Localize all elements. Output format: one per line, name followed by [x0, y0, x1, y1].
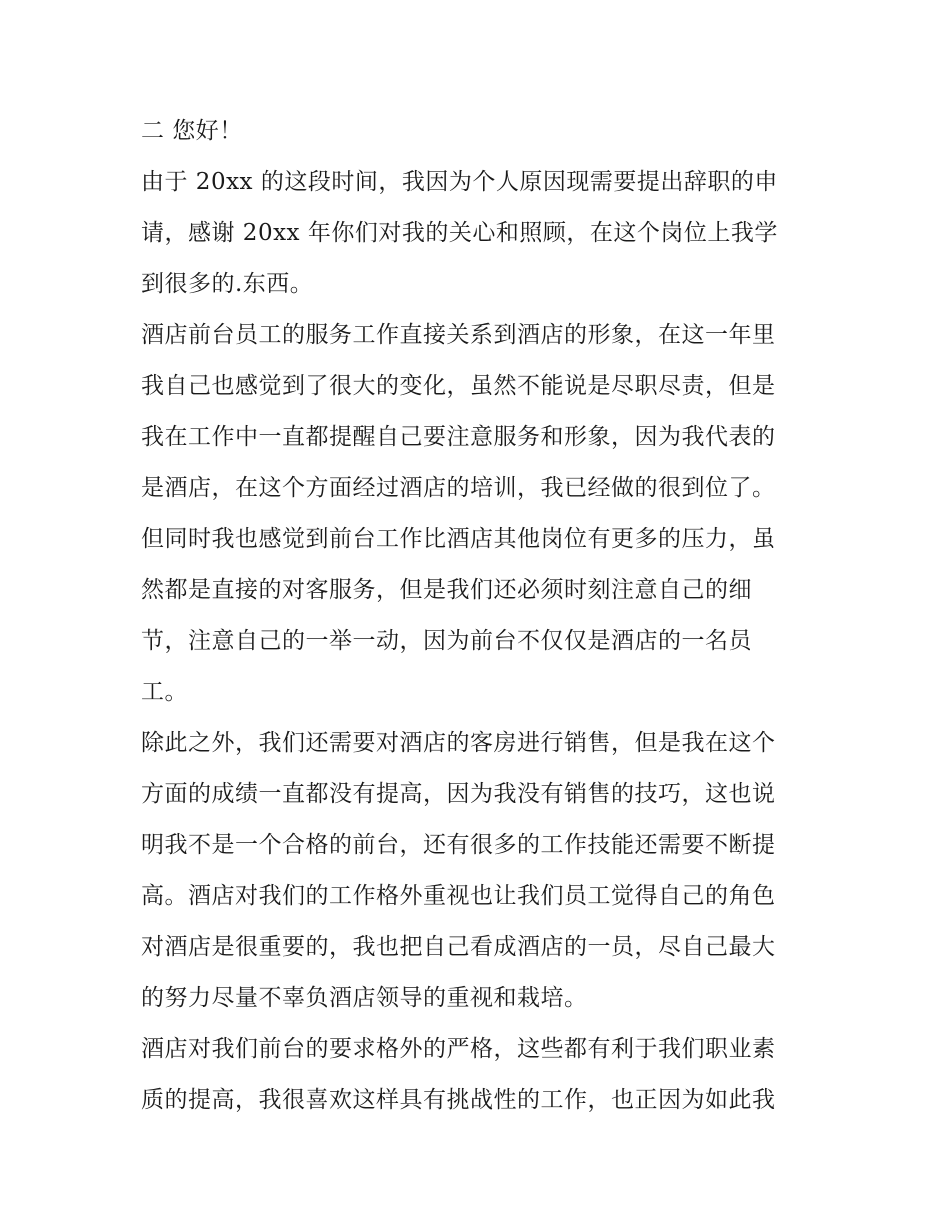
text-line: 请，感谢 20xx 年你们对我的关心和照顾，在这个岗位上我学 — [141, 220, 778, 246]
letter-body — [141, 106, 831, 1126]
text-line: 我在工作中一直都提醒自己要注意服务和形象，因为我代表的 — [141, 424, 776, 450]
text-line: 酒店前台员工的服务工作直接关系到酒店的形象，在这一年里 — [141, 322, 776, 348]
text-line: 节，注意自己的一举一动，因为前台不仅仅是酒店的一名员 — [141, 628, 752, 654]
text-line: 到很多的.东西。 — [141, 271, 314, 297]
text-line: 除此之外，我们还需要对酒店的客房进行销售，但是我在这个 — [141, 730, 776, 756]
text-line: 但同时我也感觉到前台工作比酒店其他岗位有更多的压力，虽 — [141, 526, 776, 552]
text-line: 的努力尽量不辜负酒店领导的重视和栽培。 — [141, 985, 588, 1011]
greeting-line: 二 您好！ — [141, 118, 243, 144]
text-line: 质的提高，我很喜欢这样具有挑战性的工作，也正因为如此我 — [141, 1087, 776, 1113]
text-line: 是酒店，在这个方面经过酒店的培训，我已经做的很到位了。 — [141, 475, 776, 501]
text-line: 明我不是一个合格的前台，还有很多的工作技能还需要不断提 — [141, 832, 776, 858]
text-line: 工。 — [141, 679, 188, 705]
text-line: 酒店对我们前台的要求格外的严格，这些都有利于我们职业素 — [141, 1036, 776, 1062]
text-line: 高。酒店对我们的工作格外重视也让我们员工觉得自己的角色 — [141, 883, 776, 909]
text-line: 然都是直接的对客服务，但是我们还必须时刻注意自己的细 — [141, 577, 752, 603]
text-line: 对酒店是很重要的，我也把自己看成酒店的一员，尽自己最大 — [141, 934, 776, 960]
text-line: 我自己也感觉到了很大的变化，虽然不能说是尽职尽责，但是 — [141, 373, 776, 399]
text-line: 方面的成绩一直都没有提高，因为我没有销售的技巧，这也说 — [141, 781, 776, 807]
text-line: 由于 20xx 的这段时间，我因为个人原因现需要提出辞职的申 — [141, 169, 778, 195]
